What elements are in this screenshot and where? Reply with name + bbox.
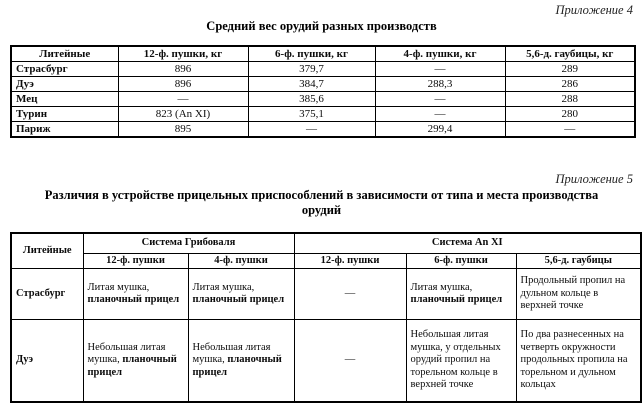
- column-header: 6-ф. пушки: [406, 253, 516, 269]
- text: Небольшая литая мушка,: [87, 341, 166, 365]
- sighting-devices-table: [10, 232, 642, 403]
- sight-description-cell: [406, 269, 516, 320]
- group-header: Система An XI: [294, 233, 641, 253]
- dash-cell: [294, 320, 406, 402]
- row-label: Турин: [11, 107, 118, 122]
- table-header-row: [11, 46, 635, 62]
- sight-description-cell: [406, 320, 516, 402]
- foundry-column-header: Литейные: [11, 233, 83, 269]
- text: Небольшая литая мушка, у отдельных орудий пропил на торельном кольце в верхней точке: [410, 329, 501, 390]
- bold-text: планочный прицел: [192, 294, 285, 305]
- column-header: 6-ф. пушки, кг: [248, 46, 375, 62]
- gun-weight-table: [10, 45, 636, 138]
- table-header-row: [11, 233, 641, 253]
- table-row: [11, 77, 635, 92]
- text: Литая мушка,: [410, 281, 473, 293]
- value-cell: —: [375, 62, 505, 77]
- text: Небольшая литая мушка,: [192, 341, 271, 365]
- column-header: 4-ф. пушки: [188, 253, 294, 269]
- value-cell: 896: [118, 62, 248, 77]
- table-row: [11, 269, 641, 320]
- table2-title-line2: орудий: [301, 202, 342, 217]
- column-header: 12-ф. пушки: [294, 253, 406, 269]
- table1-title: Средний вес орудий разных производств: [206, 19, 437, 33]
- sight-description-cell: [83, 269, 188, 320]
- appendix-4-label: Приложение 4: [555, 3, 633, 17]
- value-cell: 280: [505, 107, 635, 122]
- value-cell: —: [505, 122, 635, 138]
- row-label: Париж: [11, 122, 118, 138]
- table-row: [11, 122, 635, 138]
- value-cell: —: [248, 122, 375, 138]
- row-label: Дуэ: [11, 77, 118, 92]
- text: Литая мушка,: [192, 281, 255, 293]
- text: По два разнесенных на четверть окружности продольных пропила на торельном и дульном кольцах: [520, 329, 628, 390]
- row-label: Страсбург: [11, 62, 118, 77]
- column-header: 5,6-д. гаубицы, кг: [505, 46, 635, 62]
- value-cell: 299,4: [375, 122, 505, 138]
- value-cell: 375,1: [248, 107, 375, 122]
- value-cell: 288: [505, 92, 635, 107]
- bold-text: планочный прицел: [192, 354, 282, 378]
- column-header: 4-ф. пушки, кг: [375, 46, 505, 62]
- value-cell: 288,3: [375, 77, 505, 92]
- bold-text: планочный прицел: [87, 294, 180, 305]
- row-label: Страсбург: [11, 269, 83, 320]
- value-cell: —: [375, 92, 505, 107]
- sight-description-cell: [516, 320, 641, 402]
- value-cell: —: [118, 92, 248, 107]
- foundry-column-header: Литейные: [11, 46, 118, 62]
- sight-description-cell: [188, 269, 294, 320]
- table-subheader-row: [11, 253, 641, 269]
- table-row: [11, 92, 635, 107]
- table2-title: [0, 188, 643, 218]
- value-cell: 823 (An XI): [118, 107, 248, 122]
- row-label: Дуэ: [11, 320, 83, 402]
- text: —: [344, 354, 356, 365]
- bold-text: планочный прицел: [87, 354, 177, 378]
- sight-description-cell: [516, 269, 641, 320]
- column-header: 12-ф. пушки: [83, 253, 188, 269]
- column-header: 5,6-д. гаубицы: [516, 253, 641, 269]
- value-cell: —: [375, 107, 505, 122]
- group-header: Система Грибоваля: [83, 233, 294, 253]
- value-cell: 895: [118, 122, 248, 138]
- text: Продольный пропил на дульном кольце в верхней точке: [520, 275, 626, 312]
- dash-cell: [294, 269, 406, 320]
- appendix-5-label: Приложение 5: [555, 172, 633, 186]
- table-row: [11, 62, 635, 77]
- bold-text: планочный прицел: [410, 294, 503, 305]
- value-cell: 385,6: [248, 92, 375, 107]
- table-row: [11, 320, 641, 402]
- row-label: Мец: [11, 92, 118, 107]
- value-cell: 379,7: [248, 62, 375, 77]
- value-cell: 384,7: [248, 77, 375, 92]
- value-cell: 896: [118, 77, 248, 92]
- sight-description-cell: [188, 320, 294, 402]
- text: —: [344, 287, 356, 299]
- value-cell: 289: [505, 62, 635, 77]
- sight-description-cell: [83, 320, 188, 402]
- table-row: [11, 107, 635, 122]
- value-cell: 286: [505, 77, 635, 92]
- column-header: 12-ф. пушки, кг: [118, 46, 248, 62]
- text: Литая мушка,: [87, 281, 150, 293]
- table2-title-line1: Различия в устройстве прицельных приспособлений в зависимости от типа и места производства: [44, 188, 599, 202]
